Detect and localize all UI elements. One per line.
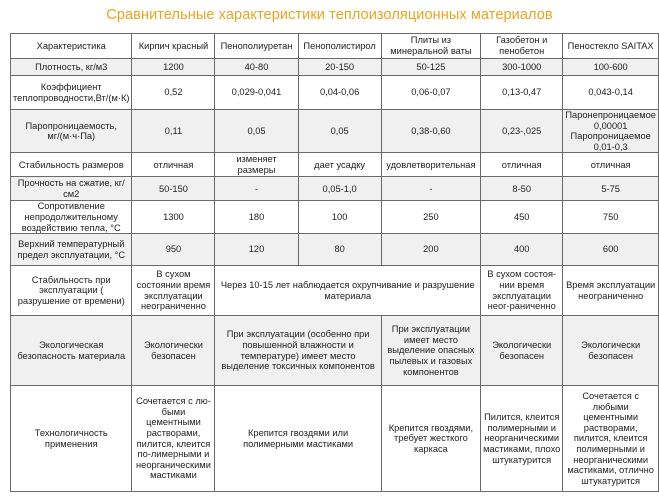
row-label: Прочность на сжатие, кг/см2: [11, 177, 132, 201]
table-cell: 180: [215, 201, 298, 234]
table-cell: При эксплуатации (особенно при повышенной влажности и температуре) имеет место выделение токсичных компонентов: [215, 316, 381, 386]
header-cell: Пенополиуретан: [215, 34, 298, 59]
table-cell: -: [381, 177, 480, 201]
table-row: [11, 266, 659, 316]
table-cell: дает усадку: [298, 153, 381, 177]
row-label: Коэффициент теплопроводности,Вт/(м·К): [11, 76, 132, 110]
table-cell: 1200: [132, 59, 215, 76]
table-cell: 1300: [132, 201, 215, 234]
table-cell: 750: [563, 201, 659, 234]
row-label: Сопротивление непродолжительному воздействию тепла, °C: [11, 201, 132, 234]
table-cell: отличная: [481, 153, 563, 177]
table-cell: Через 10-15 лет наблюдается охрупчивание и разрушение материала: [215, 266, 481, 316]
table-cell: При эксплуатации имеет место выделение опасных пылевых и газовых компонентов: [381, 316, 480, 386]
header-cell: Характеристика: [11, 34, 132, 59]
row-label: Стабильность при эксплуатации ( разрушение от времени): [11, 266, 132, 316]
comparison-table: [10, 33, 659, 492]
header-cell: Пеностекло SAITAX: [563, 34, 659, 59]
page-title: Сравнительные характеристики теплоизоляционных материалов: [106, 7, 553, 23]
table-cell: 0,13-0,47: [481, 76, 563, 110]
table-cell: 0,05: [298, 110, 381, 153]
table-cell: Крепится гвоздями или полимерными мастиками: [215, 386, 381, 492]
table-cell: Экологически безопасен: [563, 316, 659, 386]
table-cell: Пилится, клеится полимерными и неорганическими мастиками, плохо штукатурится: [481, 386, 563, 492]
table-cell: Крепится гвоздями, требует жесткого каркаса: [381, 386, 480, 492]
table-cell: Экологически безопасен: [481, 316, 563, 386]
header-cell: Пенополистирол: [298, 34, 381, 59]
table-header-row: [11, 34, 659, 59]
table-cell: 100-600: [563, 59, 659, 76]
table-cell: Паронепроницаемое 0,00001 Паропроницаемое 0,01-0,3: [563, 110, 659, 153]
row-label: Плотность, кг/м3: [11, 59, 132, 76]
row-label: Паропроницаемость, мг/(м·ч·Па): [11, 110, 132, 153]
table-cell: отличная: [563, 153, 659, 177]
table-row: [11, 76, 659, 110]
table-cell: 200: [381, 234, 480, 266]
table-cell: 20-150: [298, 59, 381, 76]
table-cell: изменяет размеры: [215, 153, 298, 177]
table-cell: -: [215, 177, 298, 201]
table-cell: 250: [381, 201, 480, 234]
table-row: [11, 177, 659, 201]
table-row: [11, 234, 659, 266]
table-cell: 450: [481, 201, 563, 234]
table-row: [11, 59, 659, 76]
table-row: [11, 316, 659, 386]
table-cell: 0,06-0,07: [381, 76, 480, 110]
table-cell: 100: [298, 201, 381, 234]
table-cell: 0,05: [215, 110, 298, 153]
table-cell: 0,05-1,0: [298, 177, 381, 201]
table-cell: 400: [481, 234, 563, 266]
table-cell: 300-1000: [481, 59, 563, 76]
table-cell: 0,23-,025: [481, 110, 563, 153]
table-cell: 80: [298, 234, 381, 266]
table-cell: 40-80: [215, 59, 298, 76]
row-label: Стабильность размеров: [11, 153, 132, 177]
table-cell: В сухом состоя-нии время эксплуатации неог-раниченно: [481, 266, 563, 316]
table-cell: Сочетается с лю-быми цементными растворами, пилится, клеится по-лимерными и неорганическими мастиками: [132, 386, 215, 492]
table-cell: 0,11: [132, 110, 215, 153]
table-cell: 950: [132, 234, 215, 266]
table-row: [11, 153, 659, 177]
table-cell: 0,029-0,041: [215, 76, 298, 110]
table-cell: 8-50: [481, 177, 563, 201]
table-cell: 50-125: [381, 59, 480, 76]
table-cell: Сочетается с любыми цементными растворами, пилится, клеится полимерными и неорганическими мастиками, отлично штукатурится: [563, 386, 659, 492]
table-cell: В сухом состоянии время эксплуатации неограниченно: [132, 266, 215, 316]
row-label: Верхний температурный предел эксплуатации, °C: [11, 234, 132, 266]
table-cell: 600: [563, 234, 659, 266]
table-cell: отличная: [132, 153, 215, 177]
table-cell: 0,38-0,60: [381, 110, 480, 153]
table-cell: Экологически безопасен: [132, 316, 215, 386]
table-row: [11, 386, 659, 492]
table-row: [11, 201, 659, 234]
table-cell: 0,04-0,06: [298, 76, 381, 110]
table-cell: 5-75: [563, 177, 659, 201]
table-cell: удовлетворительная: [381, 153, 480, 177]
table-cell: Время эксплуатации неограниченно: [563, 266, 659, 316]
table-cell: 50-150: [132, 177, 215, 201]
header-cell: Газобетон и пенобетон: [481, 34, 563, 59]
table-cell: 0,52: [132, 76, 215, 110]
row-label: Технологичность применения: [11, 386, 132, 492]
table-cell: 0,043-0,14: [563, 76, 659, 110]
row-label: Экологическая безопасность материала: [11, 316, 132, 386]
table-row: [11, 110, 659, 153]
header-cell: Кирпич красный: [132, 34, 215, 59]
header-cell: Плиты из минеральной ваты: [381, 34, 480, 59]
table-cell: 120: [215, 234, 298, 266]
